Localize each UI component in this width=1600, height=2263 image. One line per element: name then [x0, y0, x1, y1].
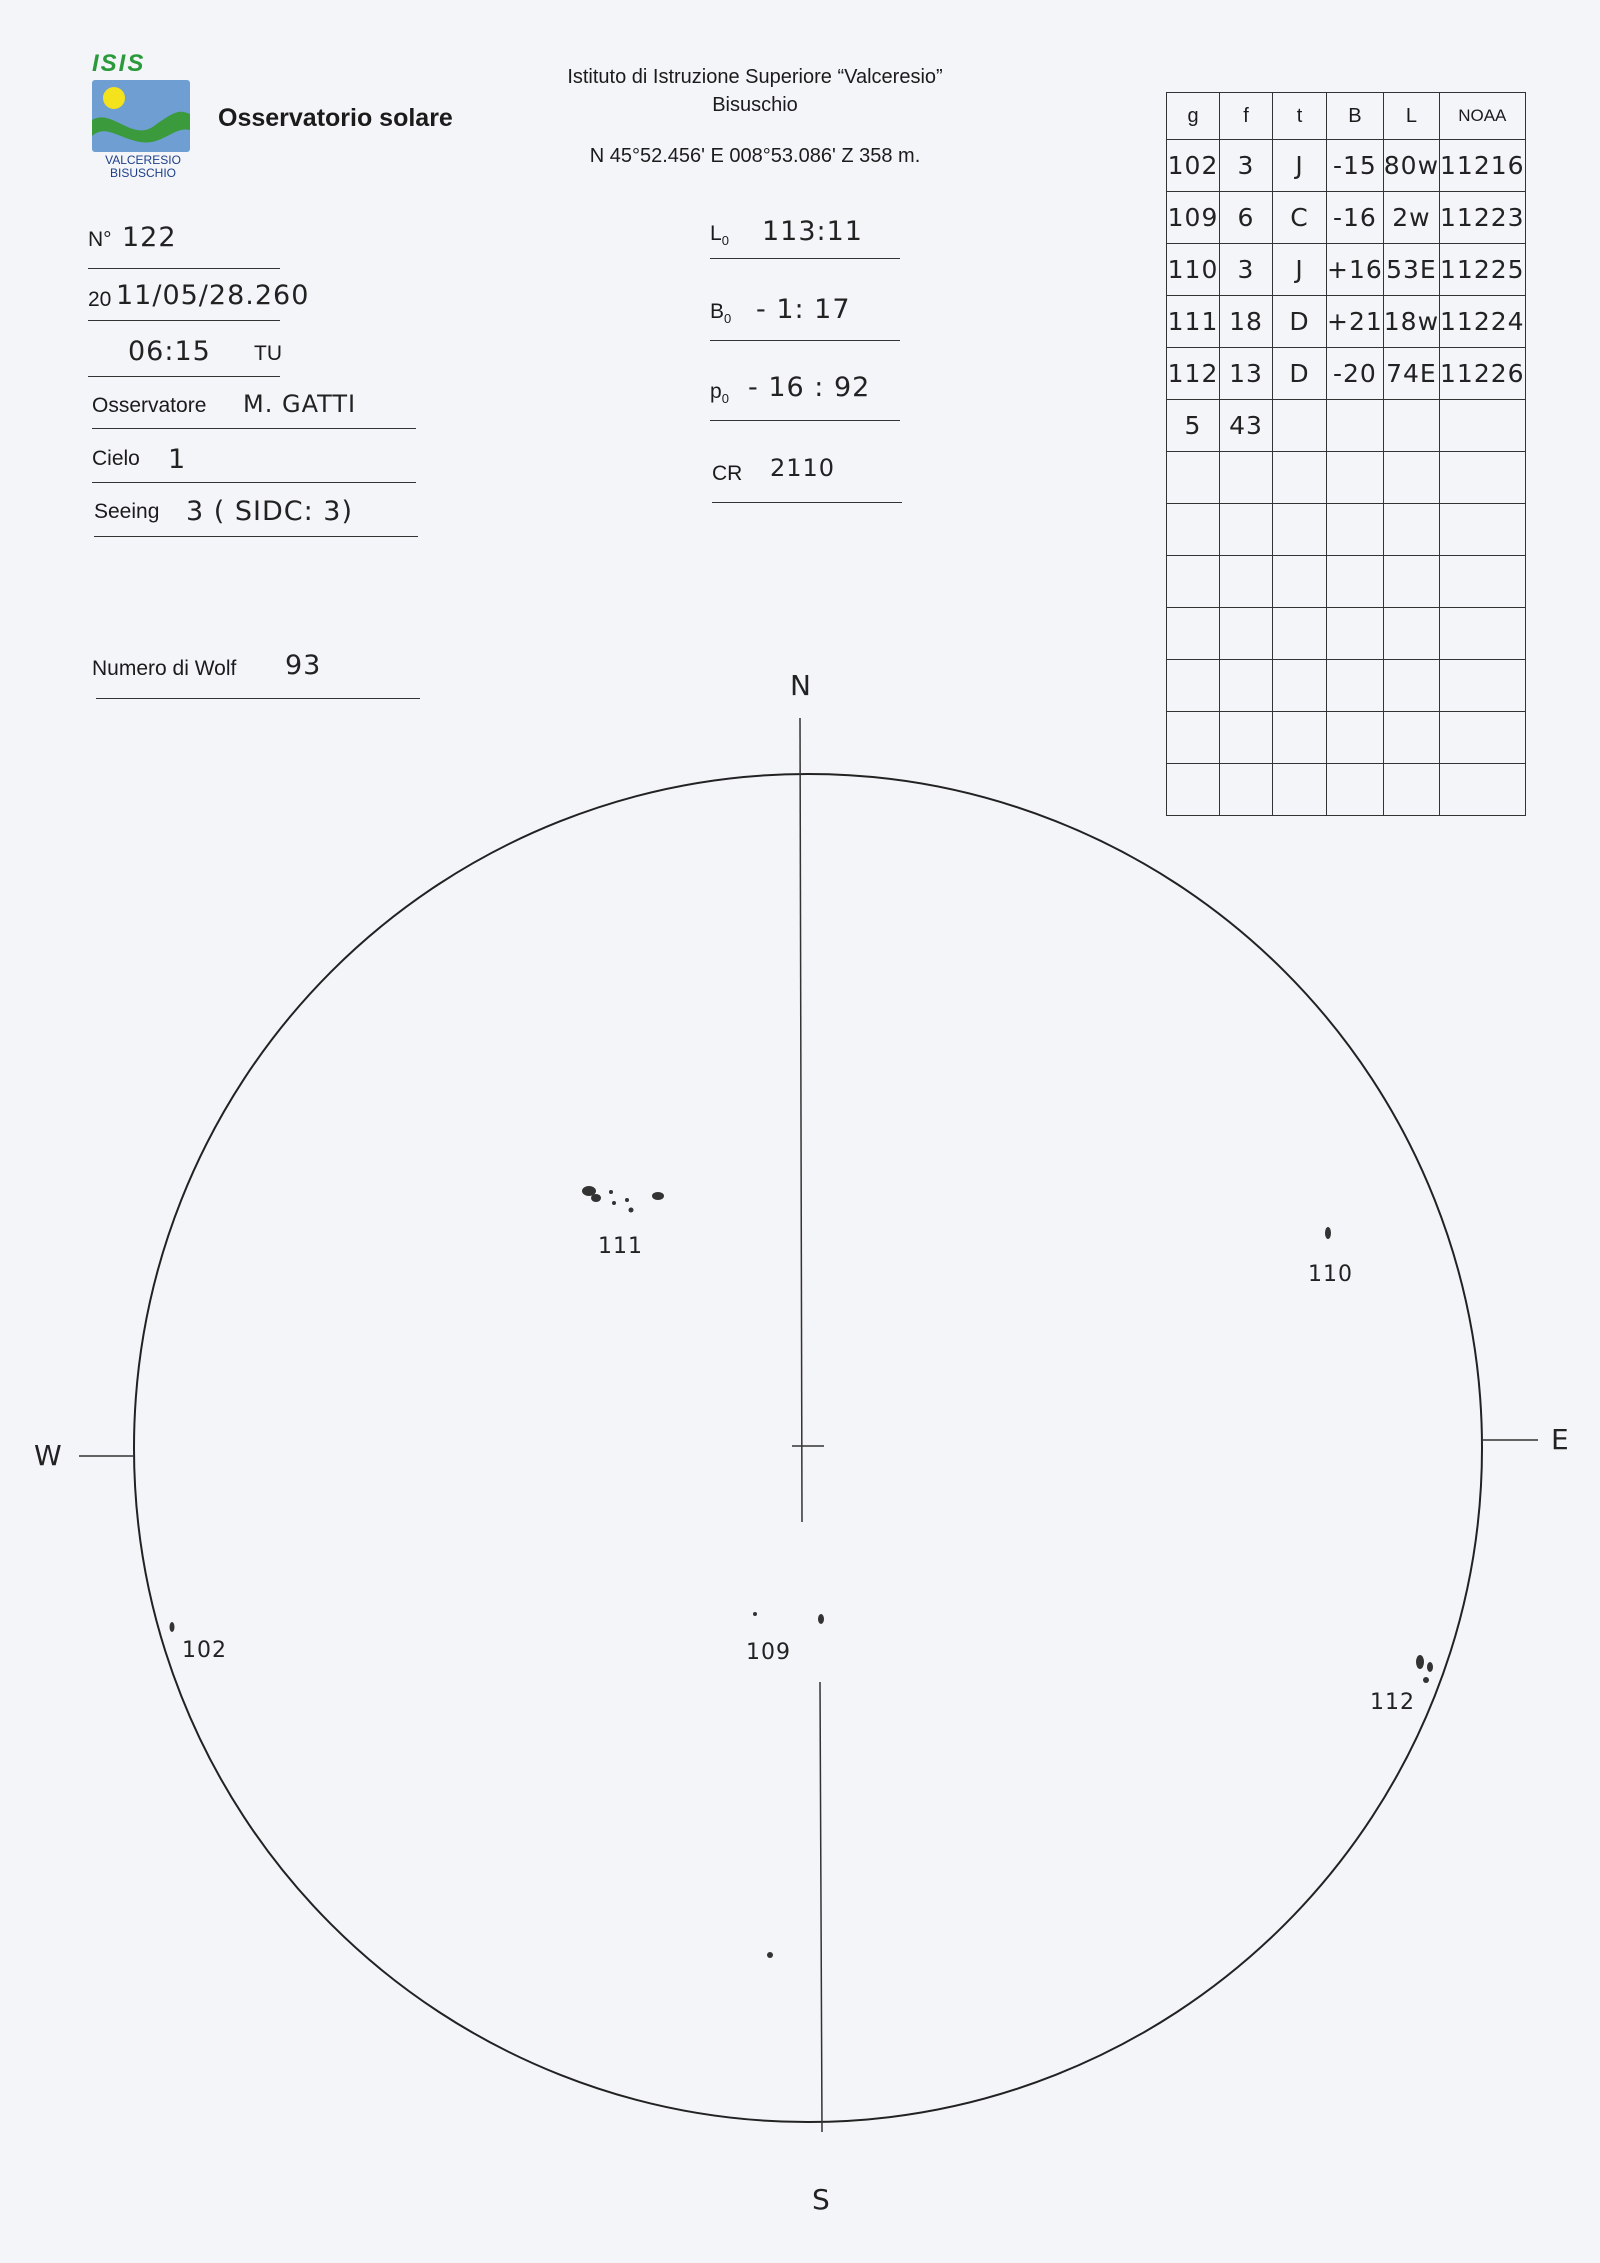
group-label-109: 109 [746, 1640, 791, 1665]
logo-wordmark: ISIS [92, 50, 146, 77]
table-cell: 11216 [1440, 140, 1526, 192]
time-zone-label: TU [254, 342, 282, 365]
table-cell: 6 [1220, 192, 1273, 244]
north-south-axis [800, 718, 802, 1522]
group-label-112: 112 [1370, 1690, 1415, 1715]
table-cell: -15 [1327, 140, 1384, 192]
south-label: S [812, 2183, 831, 2216]
observer-name: M. GATTI [243, 390, 357, 418]
carrington-rotation: 2110 [770, 454, 836, 482]
table-cell: C [1273, 192, 1327, 244]
sunspot-group-110 [1325, 1227, 1331, 1239]
l0-label: $L_0$ [710, 222, 729, 249]
sky-label: Cielo [92, 447, 140, 470]
total-groups: 5 [1167, 400, 1220, 452]
table-cell: 53E [1383, 244, 1439, 296]
observation-time: 06:15 [128, 336, 211, 367]
table-cell: 2w [1383, 192, 1439, 244]
table-cell: J [1273, 244, 1327, 296]
solar-limb [134, 774, 1482, 2122]
institute-name: Istituto di Istruzione Superiore “Valceresio” Bisuschio [567, 66, 943, 116]
sunspot-group-111 [582, 1186, 664, 1213]
logo-caption: VALCERESIO BISUSCHIO [105, 153, 181, 180]
table-cell: 18 [1220, 296, 1273, 348]
group-label-110: 110 [1308, 1262, 1353, 1287]
p0-value: - 16 : 92 [748, 372, 871, 403]
carrington-rotation-label: CR [712, 462, 743, 485]
column-header: g [1167, 93, 1220, 140]
north-label: N [790, 669, 812, 702]
table-cell: 109 [1167, 192, 1220, 244]
sunspot-group-112 [1416, 1655, 1433, 1683]
table-cell: 112 [1167, 348, 1220, 400]
table-cell: 80w [1383, 140, 1439, 192]
table-cell: D [1273, 296, 1327, 348]
table-cell: 11225 [1440, 244, 1526, 296]
table-cell: 11224 [1440, 296, 1526, 348]
column-header: NOAA [1440, 93, 1526, 140]
seeing-value: 3 ( SIDC: 3) [186, 496, 354, 527]
table-cell: 3 [1220, 140, 1273, 192]
table-cell: 110 [1167, 244, 1220, 296]
table-cell: 18w [1383, 296, 1439, 348]
total-spots: 43 [1220, 400, 1273, 452]
table-cell: D [1273, 348, 1327, 400]
l0-value: 113:11 [762, 216, 863, 247]
column-header: t [1273, 93, 1327, 140]
table-cell: 111 [1167, 296, 1220, 348]
group-label-111: 111 [598, 1234, 643, 1259]
table-cell: +21 [1327, 296, 1384, 348]
table-cell: 11223 [1440, 192, 1526, 244]
column-header: f [1220, 93, 1273, 140]
table-cell: -16 [1327, 192, 1384, 244]
date-prefix: 20 [88, 288, 112, 311]
p0-label: $p_0$ [710, 380, 729, 407]
sky-value: 1 [168, 444, 187, 475]
east-label: E [1551, 1423, 1570, 1456]
sunspot-group-109 [753, 1612, 824, 1624]
west-label: W [34, 1439, 63, 1472]
column-header: B [1327, 93, 1384, 140]
record-number: 122 [122, 222, 177, 253]
table-cell: 13 [1220, 348, 1273, 400]
wolf-number: 93 [285, 650, 322, 681]
table-cell: J [1273, 140, 1327, 192]
observation-date: 11/05/28.260 [116, 280, 310, 311]
record-number-label: N° [88, 228, 112, 251]
b0-value: - 1: 17 [756, 294, 851, 325]
table-cell: -20 [1327, 348, 1384, 400]
column-header: L [1383, 93, 1439, 140]
page-title: Osservatorio solare [218, 104, 453, 132]
seeing-label: Seeing [94, 500, 160, 523]
group-label-102: 102 [182, 1638, 227, 1663]
table-cell: 74E [1383, 348, 1439, 400]
station-coordinates: N 45°52.456' E 008°53.086' Z 358 m. [589, 145, 921, 167]
table-cell: +16 [1327, 244, 1384, 296]
north-south-axis [820, 1682, 822, 2132]
table-cell: 11226 [1440, 348, 1526, 400]
wolf-number-label: Numero di Wolf [92, 657, 237, 680]
observer-label: Osservatore [92, 394, 207, 417]
b0-label: $B_0$ [710, 300, 732, 327]
table-cell: 102 [1167, 140, 1220, 192]
isolated-spot [767, 1952, 773, 1958]
sunspot-group-102 [170, 1622, 175, 1632]
table-cell: 3 [1220, 244, 1273, 296]
